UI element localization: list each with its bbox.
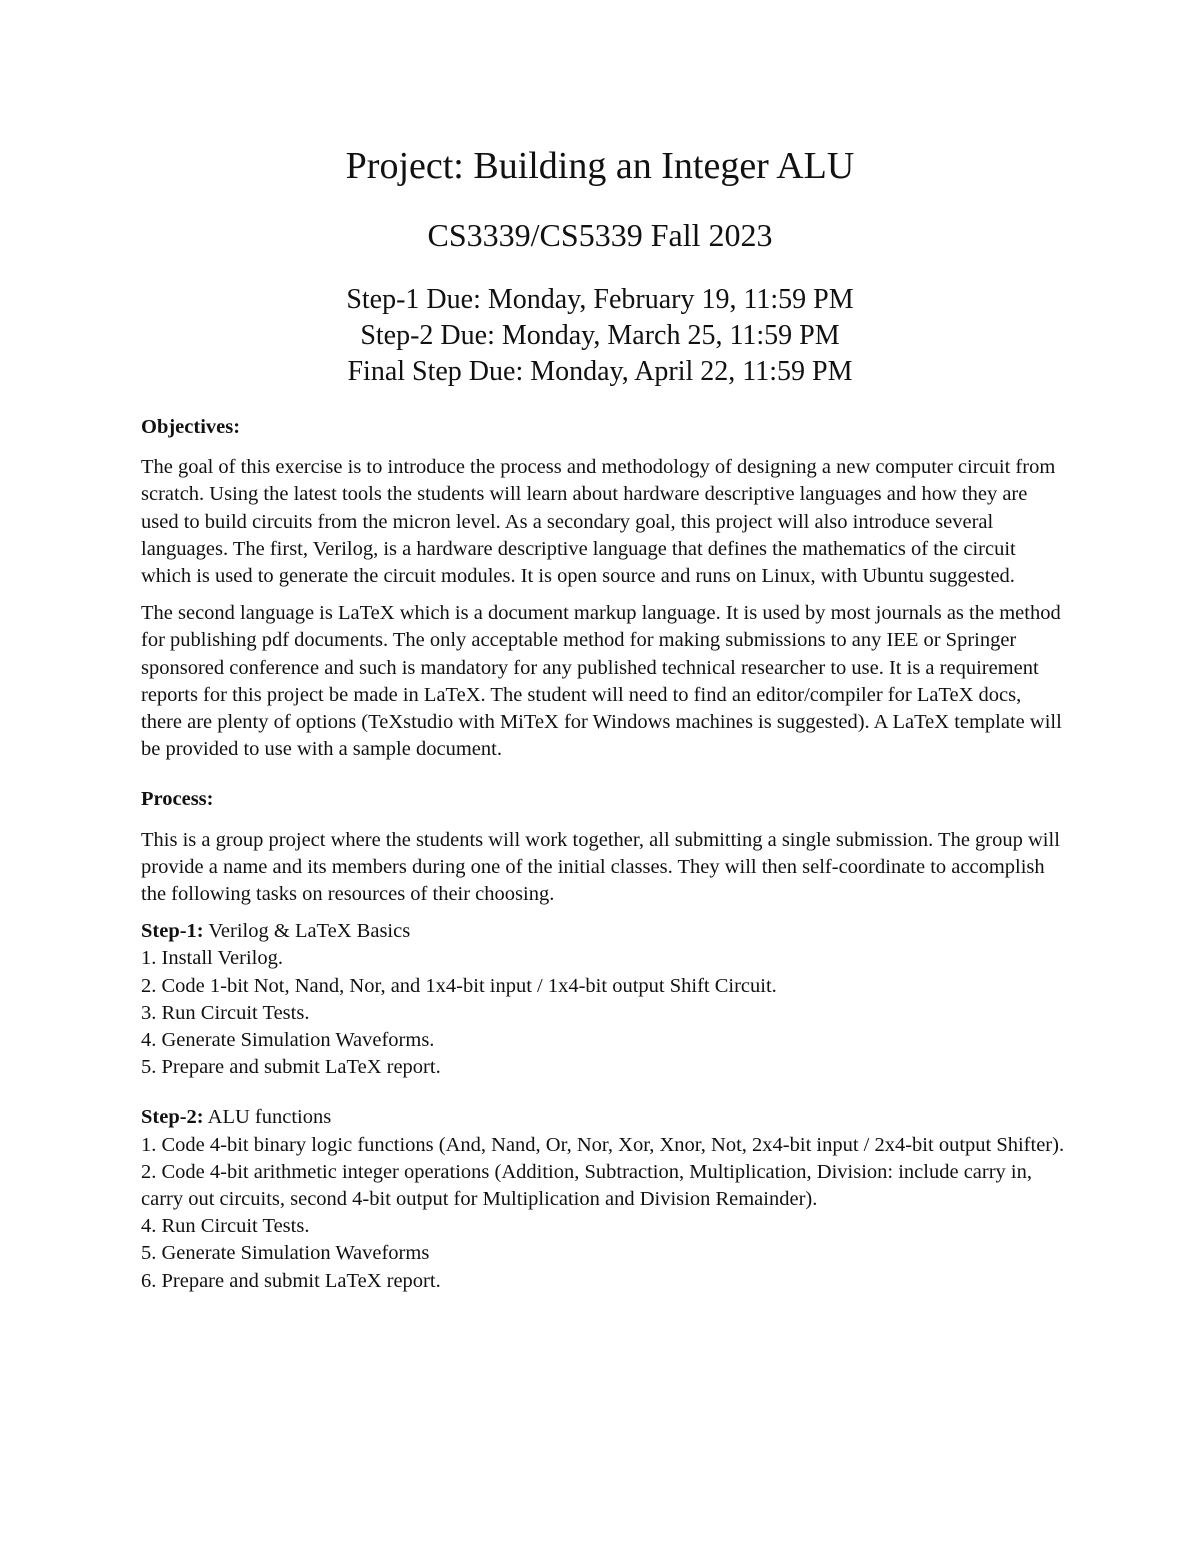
course-subtitle: CS3339/CS5339 Fall 2023: [427, 217, 773, 253]
process-heading: Process:: [141, 788, 214, 811]
step1-item: 2. Code 1-bit Not, Nand, Nor, and 1x4-bit input / 1x4-bit output Shift Circuit.: [141, 974, 777, 997]
step1-title: [141, 918, 1066, 945]
step2-item: 5. Generate Simulation Waveforms: [141, 1242, 430, 1265]
step1-item: 3. Run Circuit Tests.: [141, 1001, 310, 1024]
due-date-step1: Step-1 Due: Monday, February 19, 11:59 PM: [346, 284, 854, 315]
objectives-paragraph-1: The goal of this exercise is to introduce the process and methodology of designing a new computer circuit from scratch. Using the latest tools the students will learn about hardware descriptive languages and how they are used to build circuits from the micron level. As a secondary goal, this project will also introduce several languages. The first, Verilog, is a hardware descriptive language that defines the mathematics of the circuit which is used to generate the circuit modules. It is open source and runs on Linux, with Ubuntu suggested.: [141, 456, 1056, 588]
step1-item: 4. Generate Simulation Waveforms.: [141, 1029, 435, 1052]
step2-title: [141, 1104, 1066, 1131]
process-paragraph: This is a group project where the students will work together, all submitting a single submission. The group will provide a name and its members during one of the initial classes. They will then self-coordinate to accomplish the following tasks on resources of their choosing.: [141, 828, 1060, 906]
due-date-step2: Step-2 Due: Monday, March 25, 11:59 PM: [360, 320, 840, 351]
step1-item: 5. Prepare and submit LaTeX report.: [141, 1056, 441, 1079]
due-dates: [0, 282, 1200, 390]
due-date-final: Final Step Due: Monday, April 22, 11:59 PM: [347, 356, 853, 387]
step2-item: 4. Run Circuit Tests.: [141, 1215, 310, 1238]
objectives-paragraph-2: The second language is LaTeX which is a document markup language. It is used by most journals as the method for publishing pdf documents. The only acceptable method for making submissions to any IEE or Springer sponsored conference and such is mandatory for any published technical researcher to use. It is a requirement reports for this project be made in LaTeX. The student will need to find an editor/compiler for LaTeX docs, there are plenty of options (TeXstudio with MiTeX for Windows machines is suggested). A LaTeX template will be provided to use with a sample document.: [141, 602, 1062, 761]
step1-label: Step-1:: [141, 920, 204, 943]
step1-title-text: Verilog & LaTeX Basics: [203, 920, 411, 943]
step2-item: 1. Code 4-bit binary logic functions (And, Nand, Or, Nor, Xor, Xnor, Not, 2x4-bit input / 2x4-bit output Shifter).: [141, 1133, 1065, 1156]
step2-item: 6. Prepare and submit LaTeX report.: [141, 1269, 441, 1292]
document-title: Project: Building an Integer ALU: [345, 145, 855, 187]
objectives-heading: Objectives:: [141, 416, 241, 438]
document-body: [141, 414, 1066, 1295]
step1-item: 1. Install Verilog.: [141, 947, 283, 970]
step2-label: Step-2:: [141, 1106, 204, 1129]
step2-item: 2. Code 4-bit arithmetic integer operations (Addition, Subtraction, Multiplication, Division: include carry in, carry out circuits, second 4-bit output for Multiplication and Division Remainder).: [141, 1160, 1032, 1211]
step2-title-text: ALU functions: [203, 1106, 332, 1129]
